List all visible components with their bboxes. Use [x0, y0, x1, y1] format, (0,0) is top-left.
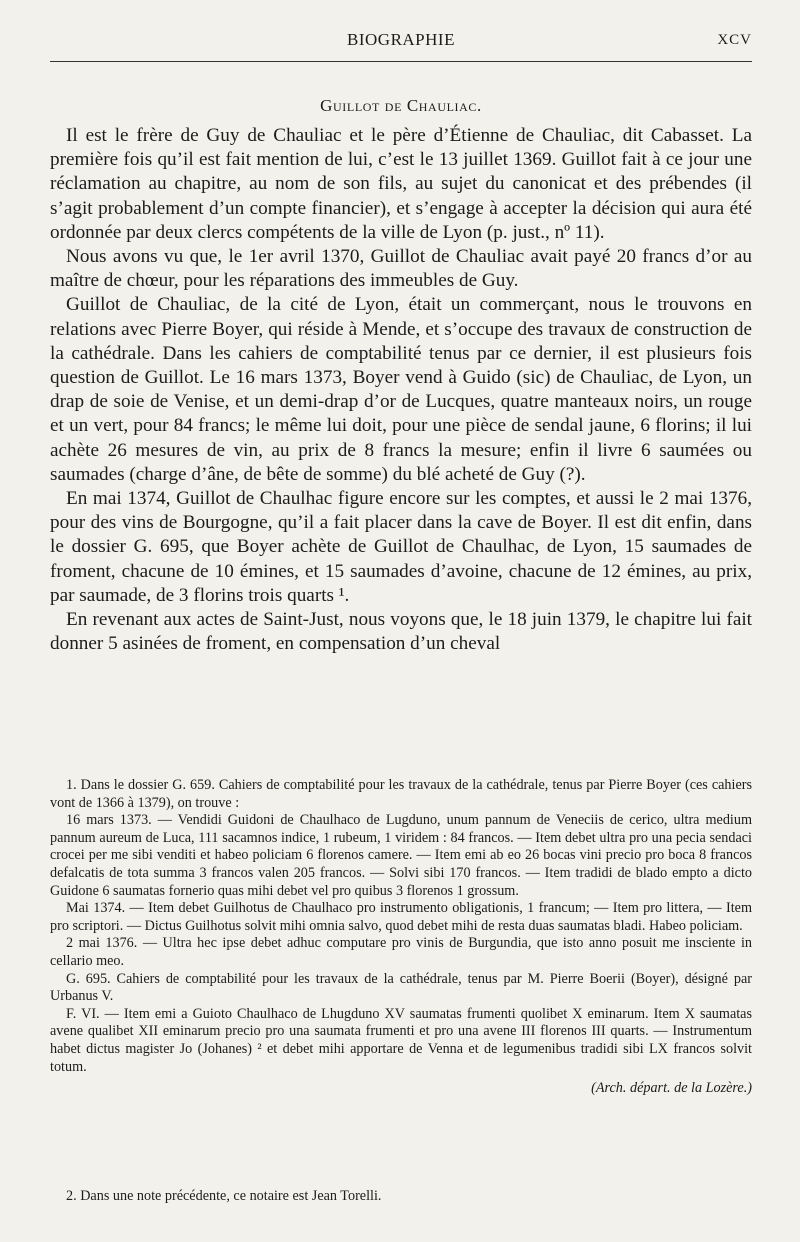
running-title: BIOGRAPHIE [347, 30, 455, 49]
footnote-entry: Mai 1374. — Item debet Guilhotus de Chaulhaco pro instrumento obligationis, 1 francum; — Item pro littera, — Item pro scriptori. — Dictus Guilhotus solvit mihi omnia salvo, quod debet mihi de resta duas saumatas bladi. Habeo policiam. [50, 900, 752, 934]
footnote-2-text: 2. Dans une note précédente, ce notaire est Jean Torelli. [66, 1188, 382, 1204]
paragraph: Guillot de Chauliac, de la cité de Lyon, était un commerçant, nous le trouvons en relations avec Pierre Boyer, qui réside à Mende, et s’occupe des travaux de construction de la cathédrale. Dans les cahiers de comptabilité tenus par ce dernier, il est plusieurs fois question de Guillot. Le 16 mars 1373, Boyer vend à Guido (sic) de Chauliac, de Lyon, un drap de soie de Venise, et un demi-drap d’or de Lucques, quatre manteaux noirs, un rouge et un vert, pour 84 francs; le même lui doit, pour une pièce de sendal jaune, 6 florins; il lui achète 26 mesures de vin, au prix de 8 francs la mesure; enfin il livre 6 saumées ou saumades (charge d’âne, de bête de somme) du blé acheté de Guy (?). [50, 294, 752, 485]
paragraph: Il est le frère de Guy de Chauliac et le père d’Étienne de Chauliac, dit Cabasset. La première fois qu’il est fait mention de lui, c’est le 13 juillet 1369. Guillot fait à ce jour une réclamation au chapitre, au nom de son fils, au sujet du canonicat et des prébendes (il s’agit probablement d’un compte financier), et s’engage à accepter la décision qui aura été ordonnée par deux clercs compétents de la ville de Lyon (p. just., nº 11). [50, 125, 752, 243]
paragraph: En revenant aux actes de Saint-Just, nous voyons que, le 18 juin 1379, le chapitre lui fait donner 5 asinées de froment, en compensation d’un cheval [50, 609, 752, 655]
footnote-entry: G. 695. Cahiers de comptabilité pour les travaux de la cathédrale, tenus par M. Pierre Boerii (Boyer), désigné par Urbanus V. [50, 970, 752, 1005]
footnote-entry: 2 mai 1376. — Ultra hec ipse debet adhuc computare pro vinis de Burgundia, que isto anno posuit me insciente in cellario meo. [50, 935, 752, 969]
header-rule [50, 61, 752, 62]
footnote-source [50, 1076, 752, 1098]
page-number: XCV [717, 32, 752, 48]
footnote-entry: F. VI. — Item emi a Guioto Chaulhaco de Lhugduno XV saumatas frumenti quolibet X eminarum. Item X saumatas avene qualibet XII eminarum precio pro una saumata frumenti et pro una avene III florenos III quarts. — Instrumentum habet dictus magister Jo (Johanes) ² et debet mihi apportare de Venna et de legumenibus tradidi sibi LX francos solvit totum. [50, 1005, 752, 1075]
paragraph: Nous avons vu que, le 1er avril 1370, Guillot de Chauliac avait payé 20 francs d’or au maître de chœur, pour les réparations des immeubles de Guy. [50, 246, 752, 292]
body-text [50, 124, 752, 656]
footnote-entry: 16 mars 1373. — Vendidi Guidoni de Chaulhaco de Lugduno, unum pannum de Veneciis de cerico, ultra medium pannum aureum de Luca, 111 sacamnos indice, 1 rubeum, 1 viridem : 84 francos. — Item debet ultra pro una pecia sendaci crocei per me sibi venditi et habeo policiam 6 florenos camere. — Item emi ab eo 26 bocas vini precio pro boca 8 francos defalcatis de tota summa 3 francos valen 205 francos. — Solvi sibi 170 francos. — Item tradidi de blado empto a dicto Guidone 6 saumatas fornerio quas mihi debet vel pro quibus 3 florenos 1 grossum. [50, 812, 752, 899]
section-title: Guillot de Chauliac. [320, 96, 482, 115]
source-citation: (Arch. départ. de la Lozère.) [591, 1080, 752, 1097]
running-head [50, 26, 752, 56]
footnote-1-intro: 1. Dans le dossier G. 659. Cahiers de comptabilité pour les travaux de la cathédrale, tenus par Pierre Boyer (ces cahiers vont de 1366 à 1379), on trouve : [50, 777, 752, 811]
book-page [50, 0, 752, 1242]
footnotes [50, 777, 752, 1098]
footnote-2 [50, 1188, 752, 1206]
paragraph: En mai 1374, Guillot de Chaulhac figure encore sur les comptes, et aussi le 2 mai 1376, pour des vins de Bourgogne, qu’il a fait placer dans la cave de Boyer. Il est dit enfin, dans le dossier G. 695, que Boyer achète de Guillot de Chaulhac, de Lyon, 15 saumades de froment, chacune de 10 émines, et 15 saumades d’avoine, chacune de 12 émines, au prix, par saumade, de 3 florins trois quarts ¹. [50, 488, 752, 606]
